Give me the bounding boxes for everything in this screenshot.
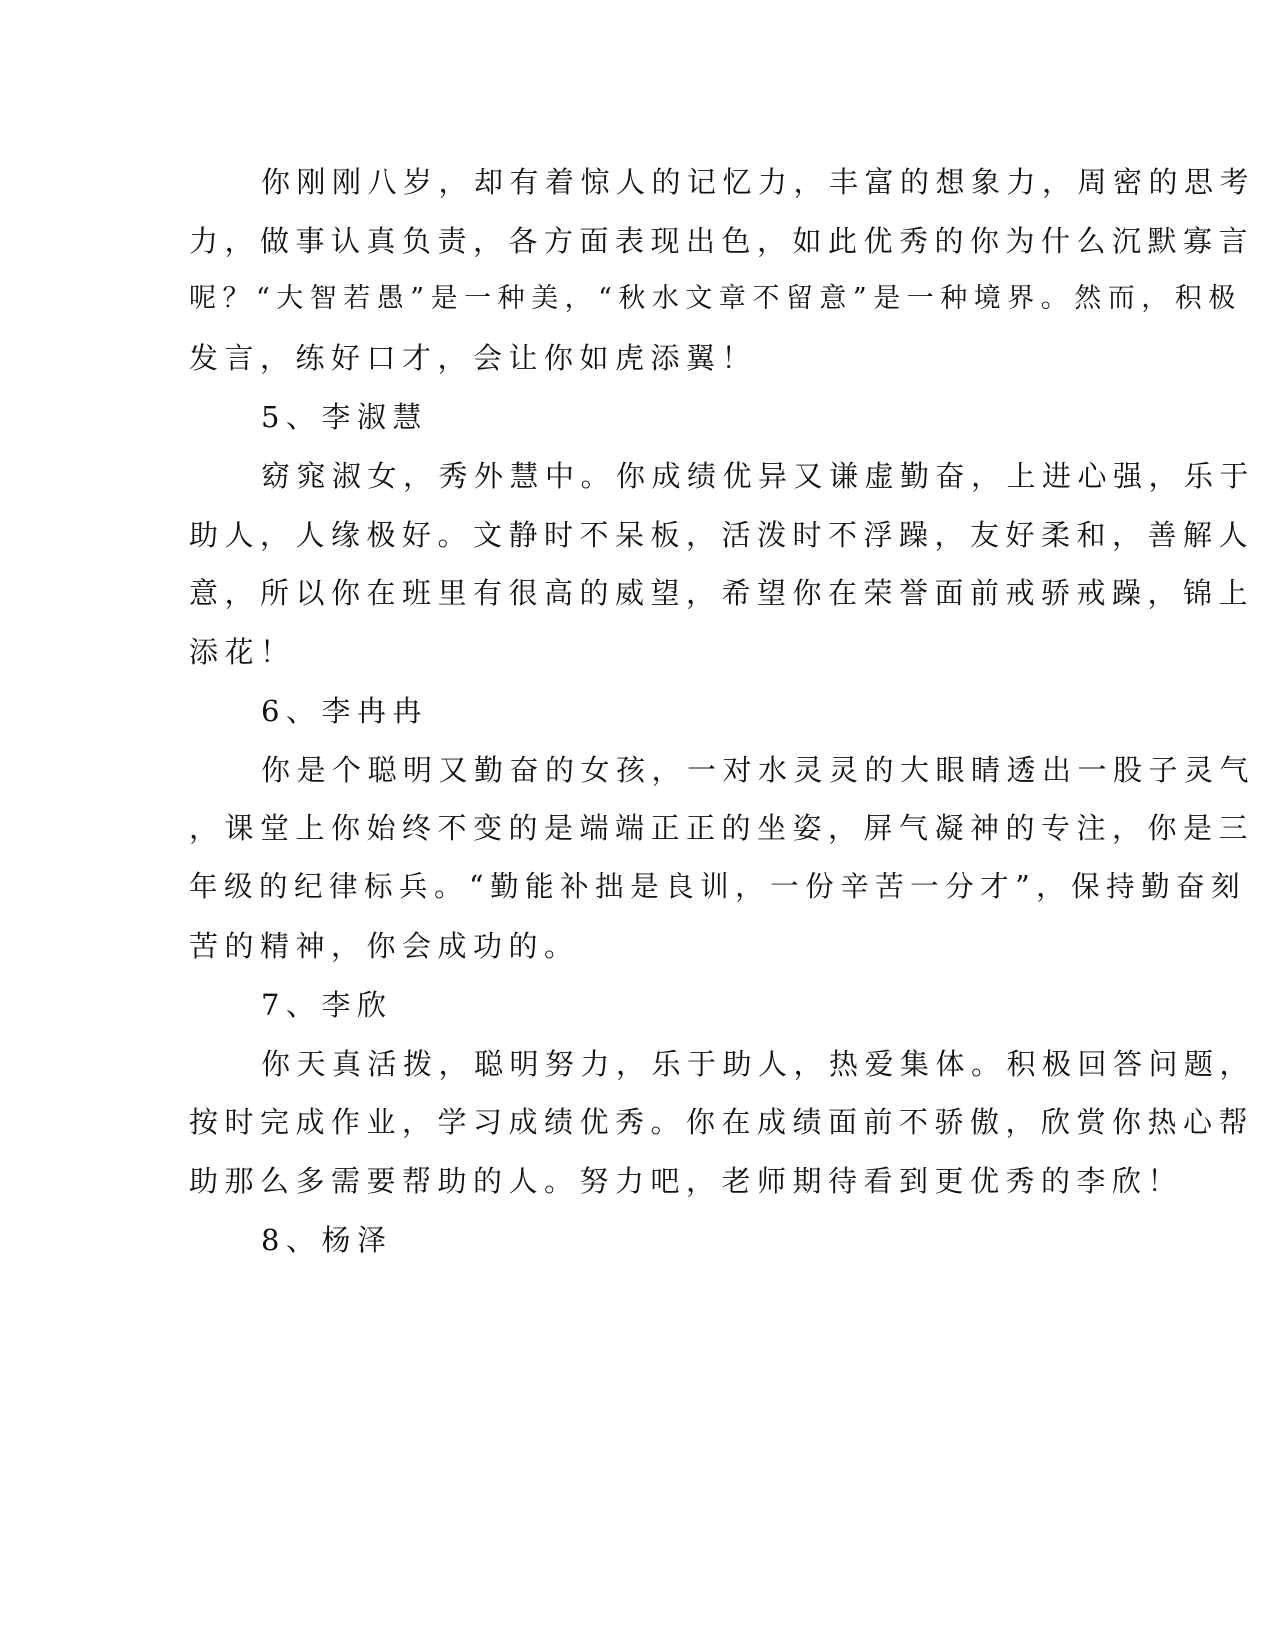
paragraph-line: 发言，练好口才，会让你如虎添翼！	[189, 341, 758, 375]
paragraph-line: 按时完成作业，学习成绩优秀。你在成绩面前不骄傲，欣赏你热心帮	[189, 1105, 1255, 1139]
section-heading: 7、李欣	[261, 988, 393, 1022]
paragraph-line: 助那么多需要帮助的人。努力吧，老师期待看到更优秀的李欣！	[189, 1164, 1184, 1198]
paragraph-line: 呢？“大智若愚”是一种美，“秋水文章不留意”是一种境界。然而，积极	[189, 283, 1242, 314]
paragraph-line: ，课堂上你始终不变的是端端正正的坐姿，屏气凝神的专注，你是三	[189, 811, 1255, 845]
paragraph-line: 添花！	[189, 635, 296, 669]
section-heading: 8、杨泽	[261, 1223, 393, 1257]
paragraph-line: 年级的纪律标兵。“勤能补拙是良训，一份辛苦一分才”，保持勤奋刻	[189, 870, 1247, 903]
paragraph-line: 力，做事认真负责，各方面表现出色，如此优秀的你为什么沉默寡言	[189, 224, 1255, 258]
paragraph-line: 你天真活拨，聪明努力，乐于助人，热爱集体。积极回答问题，	[261, 1047, 1256, 1081]
paragraph-line: 助人，人缘极好。文静时不呆板，活泼时不浮躁，友好柔和，善解人	[189, 518, 1255, 552]
paragraph-line: 苦的精神，你会成功的。	[189, 929, 580, 963]
paragraph-line: 窈窕淑女，秀外慧中。你成绩优异又谦虚勤奋，上进心强，乐于	[261, 459, 1256, 493]
paragraph-line: 你是个聪明又勤奋的女孩，一对水灵灵的大眼睛透出一股子灵气	[261, 753, 1256, 787]
section-heading: 6、李冉冉	[261, 694, 428, 728]
section-heading: 5、李淑慧	[261, 400, 428, 434]
paragraph-line: 你刚刚八岁，却有着惊人的记忆力，丰富的想象力，周密的思考	[261, 165, 1256, 199]
paragraph-line: 意，所以你在班里有很高的威望，希望你在荣誉面前戒骄戒躁，锦上	[189, 576, 1255, 610]
